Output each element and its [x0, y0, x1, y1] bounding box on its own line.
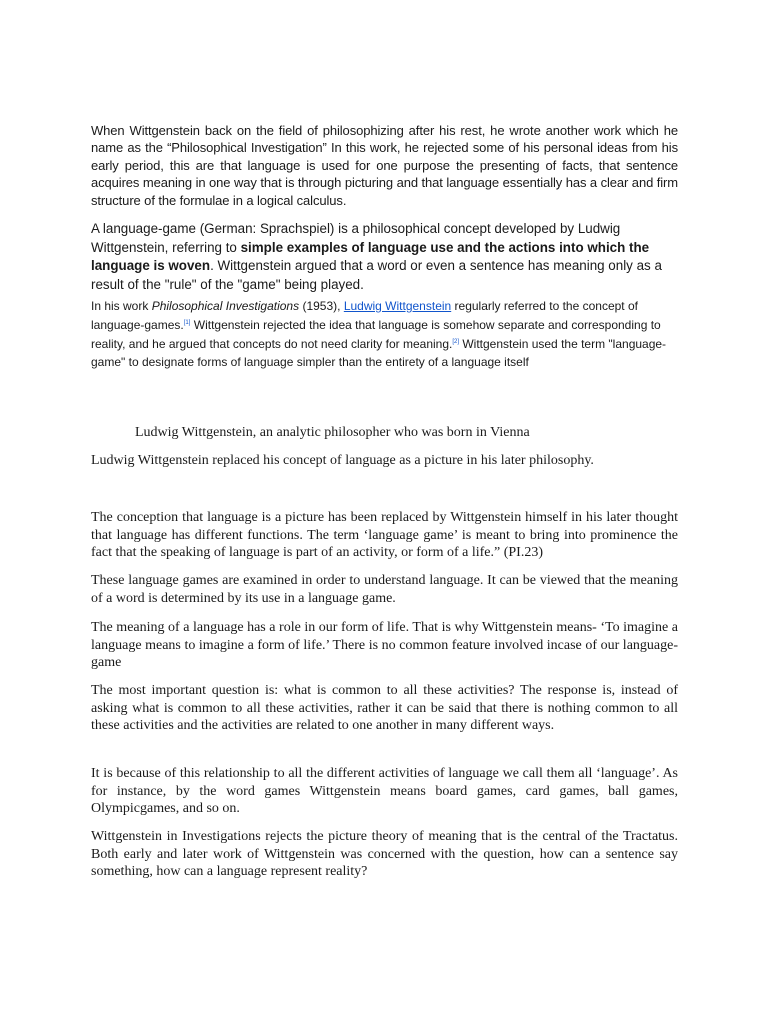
paragraph-language-game-definition	[91, 220, 678, 294]
definition-text-end: . Wittgenstein argued that a word or even a sentence has meaning only as a result of the "rule" of the "game" being played.	[91, 258, 662, 292]
definition-bold-phrase: simple examples of language use and the actions into which the language is woven	[91, 239, 650, 273]
definition-text-start: A language-game (German: Sprachspiel) is a philosophical concept developed by Ludwig Wittgenstein, referring to	[91, 221, 621, 255]
paragraph-activities-relationship: It is because of this relationship to all the different activities of language we call them all ‘language’. As for instance, by the word games Wittgenstein means board games, card games, ball games, Olympicgames, and so on.	[91, 766, 678, 817]
paragraph-vienna-caption: Ludwig Wittgenstein, an analytic philosopher who was born in Vienna	[135, 425, 530, 440]
wittgenstein-link[interactable]: Ludwig Wittgenstein	[343, 299, 452, 313]
pi-text-3: regularly referred to the concept of language-games.	[91, 299, 638, 333]
pi-text-2: (1953),	[299, 299, 344, 313]
paragraph-common-question: The most important question is: what is common to all these activities? The response is, instead of asking what is common to all these activities, rather it can be said that there is nothing common to all these activities and the activities are related to one another in many different ways.	[91, 683, 678, 734]
paragraph-language-functions: The conception that language is a picture has been replaced by Wittgenstein himself in his later thought that language has different functions. The term ‘language game’ is meant to bring into prominence the fact that the speaking of language is part of an activity, or form of a life.” (PI.23)	[91, 510, 678, 561]
paragraph-form-of-life: The meaning of a language has a role in our form of life. That is why Wittgenstein means- ‘To imagine a language means to imagine a form of life.’ There is no common feature involved incase of our language-game	[91, 620, 678, 671]
citation-ref-1[interactable]: [1]	[183, 320, 191, 327]
paragraph-picture-replaced: Ludwig Wittgenstein replaced his concept of language as a picture in his later philosophy.	[91, 453, 594, 468]
paragraph-picture-theory: Wittgenstein in Investigations rejects the picture theory of meaning that is the central of the Tractatus. Both early and later work of Wittgenstein was concerned with the question, how can a sentence say something, how can a language represent reality?	[91, 829, 678, 880]
pi-book-title: Philosophical Investigations	[151, 299, 300, 313]
paragraph-philosophical-investigations	[91, 298, 677, 371]
pi-text-4: Wittgenstein rejected the idea that language is somehow separate and corresponding to reality, and he argued that concepts do not need clarity for meaning.	[91, 318, 661, 352]
pi-text-5: Wittgenstein used the term "language-game" to designate forms of language simpler than the entirety of a language itself	[91, 337, 667, 369]
paragraph-late-wittgenstein-intro: When Wittgenstein back on the field of philosophizing after his rest, he wrote another work which he name as the “Philosophical Investigation” In this work, he rejected some of his personal ideas from his early period, this are that language is used for one purpose the presenting of facts, that sentence acquires meaning in one way that is through picturing and that language essentially has a clear and firm structure of the formulae in a logical calculus.	[91, 123, 678, 208]
citation-ref-2[interactable]: [2]	[452, 339, 460, 346]
paragraph-language-games-examined: These language games are examined in order to understand language. It can be viewed that the meaning of a word is determined by its use in a language game.	[91, 573, 678, 606]
pi-text-1: In his work	[91, 299, 152, 313]
